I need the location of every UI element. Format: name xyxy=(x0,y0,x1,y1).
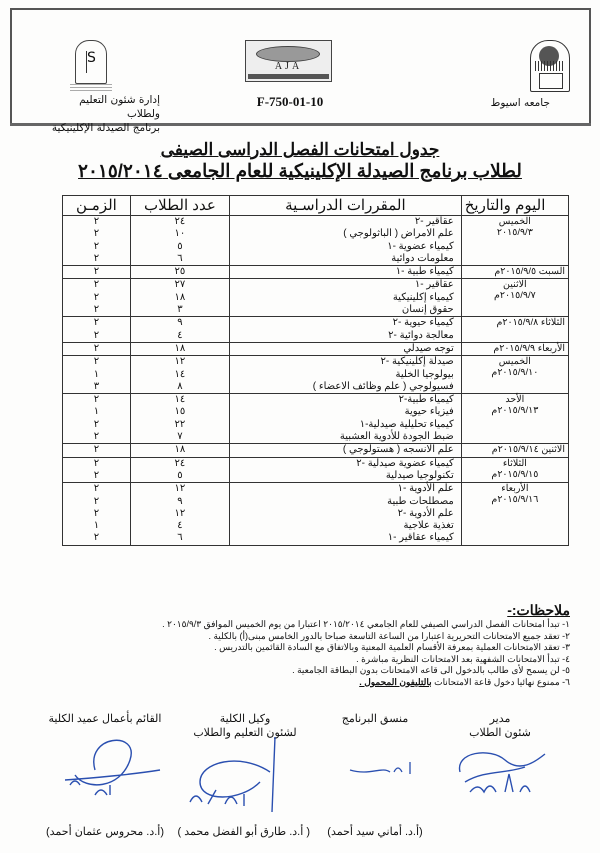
student-count: ١٨ xyxy=(174,291,186,303)
course-name: صيدلة إكلينيكية -٢ xyxy=(380,356,454,368)
note-item: ٤- تبدأ الامتحانات الشفهية بعد الامتحانات النظرية مباشرة . xyxy=(356,653,570,664)
exam-duration-cell xyxy=(63,356,131,394)
day-name: الثلاثاء xyxy=(540,317,565,329)
student-count: ٨ xyxy=(177,380,183,392)
exam-duration-cell xyxy=(63,317,131,343)
exam-date: ٢٠١٥/٩/٨م xyxy=(496,317,539,329)
exam-duration: ٣ xyxy=(93,380,100,392)
course-name: كيمياء عضوية صيدلية -٢ xyxy=(356,457,454,469)
course-name: حقوق إنسان xyxy=(401,304,454,316)
student-count: ٤ xyxy=(177,329,183,341)
student-count: ١٢ xyxy=(174,507,186,519)
course-name: علم الأدوية -١ xyxy=(397,483,454,495)
day-date-cell xyxy=(461,342,568,355)
table-row xyxy=(63,317,569,343)
exam-date: ٢٠١٥/٩/١٦م xyxy=(491,494,539,506)
signature-block-acting-dean: القائم بأعمال عميد الكلية (أ.د. محروس عثمان أحمد) xyxy=(45,713,165,838)
course-name: مصطلحات طبية xyxy=(387,495,454,507)
note-item: ٢- تعقد جميع الامتحانات التحريرية اعتبارا من الساعة التاسعة صباحا بالدور الخامس مبنى(أ) بالكلية . xyxy=(208,630,570,641)
handwritten-signature-icon xyxy=(180,732,290,822)
student-count: ٢٢ xyxy=(174,418,186,430)
student-count: ٦ xyxy=(177,532,183,544)
day-name: الأربعاء xyxy=(501,483,529,495)
note-item: ٥- لن يسمح لأى طالب بالدخول الى قاعه الامتحانات بدون البطاقة الجامعية . xyxy=(292,665,570,675)
day-date-cell xyxy=(461,483,568,545)
handwritten-signature-icon xyxy=(445,742,555,797)
exam-duration-cell xyxy=(63,394,131,444)
course-name: فيزياء حيوية xyxy=(404,406,454,418)
signature-block-student-affairs: مدير شئون الطلاب xyxy=(450,712,550,852)
course-name: عقاقير -١ xyxy=(414,279,454,291)
exam-duration-cell xyxy=(63,483,131,545)
table-row xyxy=(63,457,569,483)
header-courses: المقررات الدراسـية xyxy=(230,196,462,216)
student-count: ٣ xyxy=(177,304,183,316)
day-name: الأربعاء xyxy=(537,342,565,354)
note-item: ١- تبدأ امتحانات الفصل الدراسي الصيفي للعام الجامعي ٢٠١٥/٢٠١٤ اعتبارا من يوم الخميس الموافق ٢٠١٥/٩/٣ . xyxy=(162,619,570,629)
student-count: ١٤ xyxy=(174,394,186,406)
form-code: F-750-01-10 xyxy=(256,94,324,109)
exam-date: ٢٠١٥/٩/١٣م xyxy=(491,405,539,417)
course-name: توجه صيدلي xyxy=(403,342,454,354)
exam-duration: ٢ xyxy=(93,507,100,519)
handwritten-signature-icon xyxy=(55,730,165,810)
day-date-cell xyxy=(461,356,568,394)
day-date-cell xyxy=(461,457,568,483)
exam-duration: ٢ xyxy=(93,356,100,368)
course-name-cell xyxy=(230,317,462,343)
student-count: ٥ xyxy=(177,469,183,481)
day-name: الأحد xyxy=(505,394,525,406)
assiut-university-logo-icon xyxy=(530,40,570,92)
exam-duration-cell xyxy=(63,216,131,266)
exam-duration: ٢ xyxy=(93,279,100,291)
course-name-cell xyxy=(230,356,462,394)
course-name-cell xyxy=(230,457,462,483)
exam-duration: ٢ xyxy=(93,457,100,469)
exam-duration: ٢ xyxy=(93,228,100,240)
university-name: جامعه اسيوط xyxy=(490,97,550,109)
student-count-cell xyxy=(130,457,229,483)
signature-block-vice-dean: وكيل الكلية لشئون التعليم والطلاب ( أ.د. طارق أبو الفضل محمد ) xyxy=(177,713,310,838)
header-student-count: عدد الطلاب xyxy=(130,196,229,216)
header-day-date: اليوم والتاريخ xyxy=(461,196,568,216)
student-count: ٥ xyxy=(177,240,183,252)
exam-duration: ٢ xyxy=(93,495,100,507)
table-row xyxy=(63,216,569,266)
student-count-cell xyxy=(130,279,229,317)
department-name: إدارة شئون التعليم ولطلاب برنامج الصيدلة الإكلينيكية xyxy=(51,94,160,134)
exam-duration: ١ xyxy=(93,368,100,380)
course-name: كيمياء طبية -١ xyxy=(395,266,454,278)
exam-duration: ٢ xyxy=(93,291,100,303)
exam-date: ٢٠١٥/٩/٣ xyxy=(496,227,533,238)
course-name-cell xyxy=(230,394,462,444)
course-name: عقاقير -٢ xyxy=(414,216,454,227)
aja-certification-logo-icon: AJA xyxy=(245,40,332,82)
student-count: ١٨ xyxy=(174,444,186,456)
day-name: الاثنين xyxy=(503,279,527,291)
exam-duration: ٢ xyxy=(93,431,100,443)
student-count: ٢٤ xyxy=(174,216,186,227)
document-subtitle: لطلاب برنامج الصيدلة الإكلينيكية للعام الجامعى ٢٠١٥/٢٠١٤ xyxy=(78,160,522,181)
day-date-cell xyxy=(461,266,568,279)
course-name: كيمياء حيوية -٢ xyxy=(392,317,454,329)
exam-duration-cell xyxy=(63,279,131,317)
exam-duration: ٢ xyxy=(93,483,100,495)
day-date-cell xyxy=(461,317,568,343)
exam-duration-cell xyxy=(63,444,131,457)
course-name: علم الأدوية -٢ xyxy=(397,507,454,519)
course-name: كيمياء إكلينيكية xyxy=(392,291,454,303)
exam-duration-cell xyxy=(63,266,131,279)
student-count-cell xyxy=(130,394,229,444)
course-name: ضبط الجودة للأدوية العشبية xyxy=(339,431,454,443)
course-name: كيمياء عضوية -١ xyxy=(387,240,454,252)
student-count: ٩ xyxy=(177,317,183,329)
student-count-cell xyxy=(130,483,229,545)
student-count-cell xyxy=(130,317,229,343)
exam-duration: ٢ xyxy=(93,444,100,456)
exam-duration: ٢ xyxy=(93,252,100,264)
day-date-cell xyxy=(461,216,568,266)
student-count: ٧ xyxy=(177,431,183,443)
course-name-cell xyxy=(230,483,462,545)
course-name: كيمياء عقاقير -١ xyxy=(387,532,454,544)
table-row xyxy=(63,356,569,394)
exam-duration: ٢ xyxy=(93,266,100,278)
student-count: ١٥ xyxy=(174,406,186,418)
exam-date: ٢٠١٥/٩/١٥م xyxy=(491,468,539,480)
signature-block-program-coordinator: منسق البرنامج (أ.د. أماني سيد أحمد) xyxy=(327,713,423,838)
student-count-cell xyxy=(130,216,229,266)
course-name-cell xyxy=(230,279,462,317)
exam-date: ٢٠١٥/٩/٥م xyxy=(494,266,537,278)
exam-date: ٢٠١٥/٩/٧م xyxy=(493,290,536,302)
table-row xyxy=(63,279,569,317)
pharmacy-caduceus-logo-icon: S xyxy=(75,40,107,84)
exam-duration-cell xyxy=(63,342,131,355)
note-item-phone-ban: ٦- ممنوع نهائيا دخول قاعة الامتحانات بالتليفون المحمول . xyxy=(359,676,570,687)
exam-duration: ٢ xyxy=(93,469,100,481)
student-count: ١٤ xyxy=(174,368,186,380)
student-count: ٢٧ xyxy=(174,279,186,291)
course-name: تكنولوجيا صيدلية xyxy=(385,469,454,481)
notes-section xyxy=(40,602,570,688)
exam-schedule-table xyxy=(62,195,569,546)
day-date-cell xyxy=(461,394,568,444)
course-name: تغذية علاجية xyxy=(403,520,454,532)
exam-duration: ٢ xyxy=(93,240,100,252)
day-date-cell xyxy=(461,279,568,317)
header-duration: الزمـن xyxy=(63,196,131,216)
student-count: ١٢ xyxy=(174,356,186,368)
course-name: بيولوجيا الخلية xyxy=(395,368,454,380)
student-count: ١٢ xyxy=(174,483,186,495)
exam-duration: ٢ xyxy=(93,329,100,341)
student-count-cell xyxy=(130,356,229,394)
exam-duration: ٢ xyxy=(93,532,100,544)
note-item: ٣- تعقد الامتحانات العملية بمعرفة الأقسام العلمية المعنية وبالاتفاق مع السادة القائمين بالتدريس . xyxy=(214,642,570,652)
day-name: الثلاثاء xyxy=(502,457,527,469)
pharmacy-logo-caption xyxy=(70,84,112,92)
handwritten-signature-icon xyxy=(340,752,420,782)
exam-duration: ٢ xyxy=(93,342,100,354)
table-row xyxy=(63,266,569,279)
exam-duration: ٢ xyxy=(93,304,100,316)
day-date-cell xyxy=(461,444,568,457)
table-header-row xyxy=(63,196,569,216)
student-count: ٢٤ xyxy=(174,457,186,469)
exam-duration: ١ xyxy=(93,406,100,418)
course-name: فسيولوجي ( علم وظائف الاعضاء ) xyxy=(312,380,454,392)
student-count: ٦ xyxy=(177,252,183,264)
student-count: ١٠ xyxy=(174,228,186,240)
course-name: كيمياء طبية-٢ xyxy=(398,394,454,406)
day-name: الخميس xyxy=(498,216,531,227)
exam-duration: ١ xyxy=(93,520,100,532)
course-name: معالجة دوائية -٢ xyxy=(388,329,454,341)
exam-duration: ٢ xyxy=(93,317,100,329)
course-name-cell xyxy=(230,216,462,266)
exam-date: ٢٠١٥/٩/١٠م xyxy=(491,367,539,379)
student-count: ٩ xyxy=(177,495,183,507)
student-count-cell xyxy=(130,342,229,355)
exam-duration: ٢ xyxy=(93,418,100,430)
course-name: علم الانسجه ( هستولوجي ) xyxy=(342,444,454,456)
day-name: الاثنين xyxy=(541,444,565,456)
course-name: معلومات دوائية xyxy=(391,252,454,264)
exam-duration: ٢ xyxy=(93,394,100,406)
student-count: ٤ xyxy=(177,520,183,532)
exam-duration: ٢ xyxy=(93,216,100,227)
table-row xyxy=(63,444,569,457)
exam-duration-cell xyxy=(63,457,131,483)
table-row xyxy=(63,483,569,545)
day-name: الخميس xyxy=(498,356,531,368)
notes-title: ملاحظات:- xyxy=(507,602,570,618)
course-name-cell xyxy=(230,266,462,279)
student-count-cell xyxy=(130,266,229,279)
day-name: السبت xyxy=(538,266,565,278)
course-name-cell xyxy=(230,444,462,457)
student-count: ١٨ xyxy=(174,342,186,354)
table-row xyxy=(63,394,569,444)
table-row xyxy=(63,342,569,355)
student-count: ٢٥ xyxy=(174,266,186,278)
course-name-cell xyxy=(230,342,462,355)
course-name: كيمياء تحليلية صيدلية-١ xyxy=(359,418,454,430)
exam-date: ٢٠١٥/٩/١٤م xyxy=(491,444,539,456)
course-name: علم الامراض ( الباثولوجي ) xyxy=(343,228,454,240)
exam-date: ٢٠١٥/٩/٩م xyxy=(493,342,536,354)
student-count-cell xyxy=(130,444,229,457)
document-title: جدول امتحانات الفصل الدراسى الصيفى xyxy=(160,140,440,159)
